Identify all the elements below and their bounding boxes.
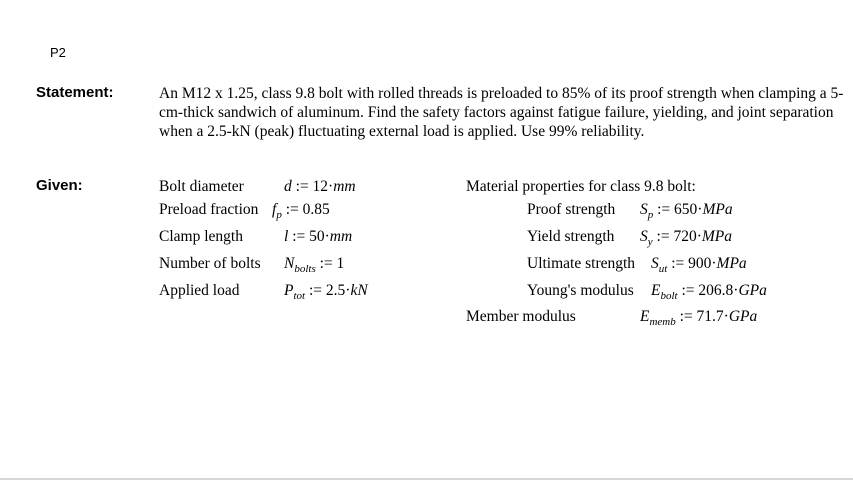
param-proof-strength: $S_p$ := 650·MPa bbox=[640, 201, 733, 221]
param-label-applied-load: Applied load bbox=[159, 282, 240, 299]
param-yield-strength: $S_y$ := 720·MPa bbox=[640, 228, 732, 248]
param-label-bolt-diameter: Bolt diameter bbox=[159, 178, 244, 195]
param-label-number-of-bolts: Number of bolts bbox=[159, 255, 261, 272]
param-applied-load: $P_{tot}$ := 2.5·kN bbox=[284, 282, 368, 302]
param-label-preload-fraction: Preload fraction bbox=[159, 201, 259, 218]
param-label-clamp-length: Clamp length bbox=[159, 228, 243, 245]
param-preload-fraction: $f_p$ := 0.85 bbox=[272, 201, 330, 221]
param-member-modulus: $E_{memb}$ := 71.7·GPa bbox=[640, 308, 758, 328]
param-label-youngs-modulus: Young's modulus bbox=[527, 282, 634, 299]
param-ultimate-strength: $S_{ut}$ := 900·MPa bbox=[651, 255, 747, 275]
statement-text: An M12 x 1.25, class 9.8 bolt with rolled threads is preloaded to 85% of its proof strength when clamping a 5-cm-thick sandwich of aluminum. Find the safety factors against fatigue failure, yielding, and joint separation when a 2.5-kN (peak) fluctuating external load is applied. Use 99% reliability. bbox=[159, 85, 844, 140]
given-label: Given: bbox=[36, 177, 83, 194]
param-label-ultimate-strength: Ultimate strength bbox=[527, 255, 636, 272]
param-clamp-length: l := 50·mm bbox=[284, 228, 353, 245]
param-label-yield-strength: Yield strength bbox=[527, 228, 615, 245]
material-heading: Material properties for class 9.8 bolt: bbox=[466, 178, 696, 195]
param-number-of-bolts: $N_{bolts}$ := 1 bbox=[284, 255, 345, 275]
statement-label: Statement: bbox=[36, 84, 114, 101]
param-label-proof-strength: Proof strength bbox=[527, 201, 616, 218]
param-bolt-diameter: d := 12·mm bbox=[284, 178, 356, 195]
page-label: P2 bbox=[50, 45, 66, 60]
bottom-divider bbox=[0, 478, 853, 480]
param-youngs-modulus: $E_{bolt}$ := 206.8·GPa bbox=[651, 282, 767, 302]
param-label-member-modulus: Member modulus bbox=[466, 308, 576, 325]
